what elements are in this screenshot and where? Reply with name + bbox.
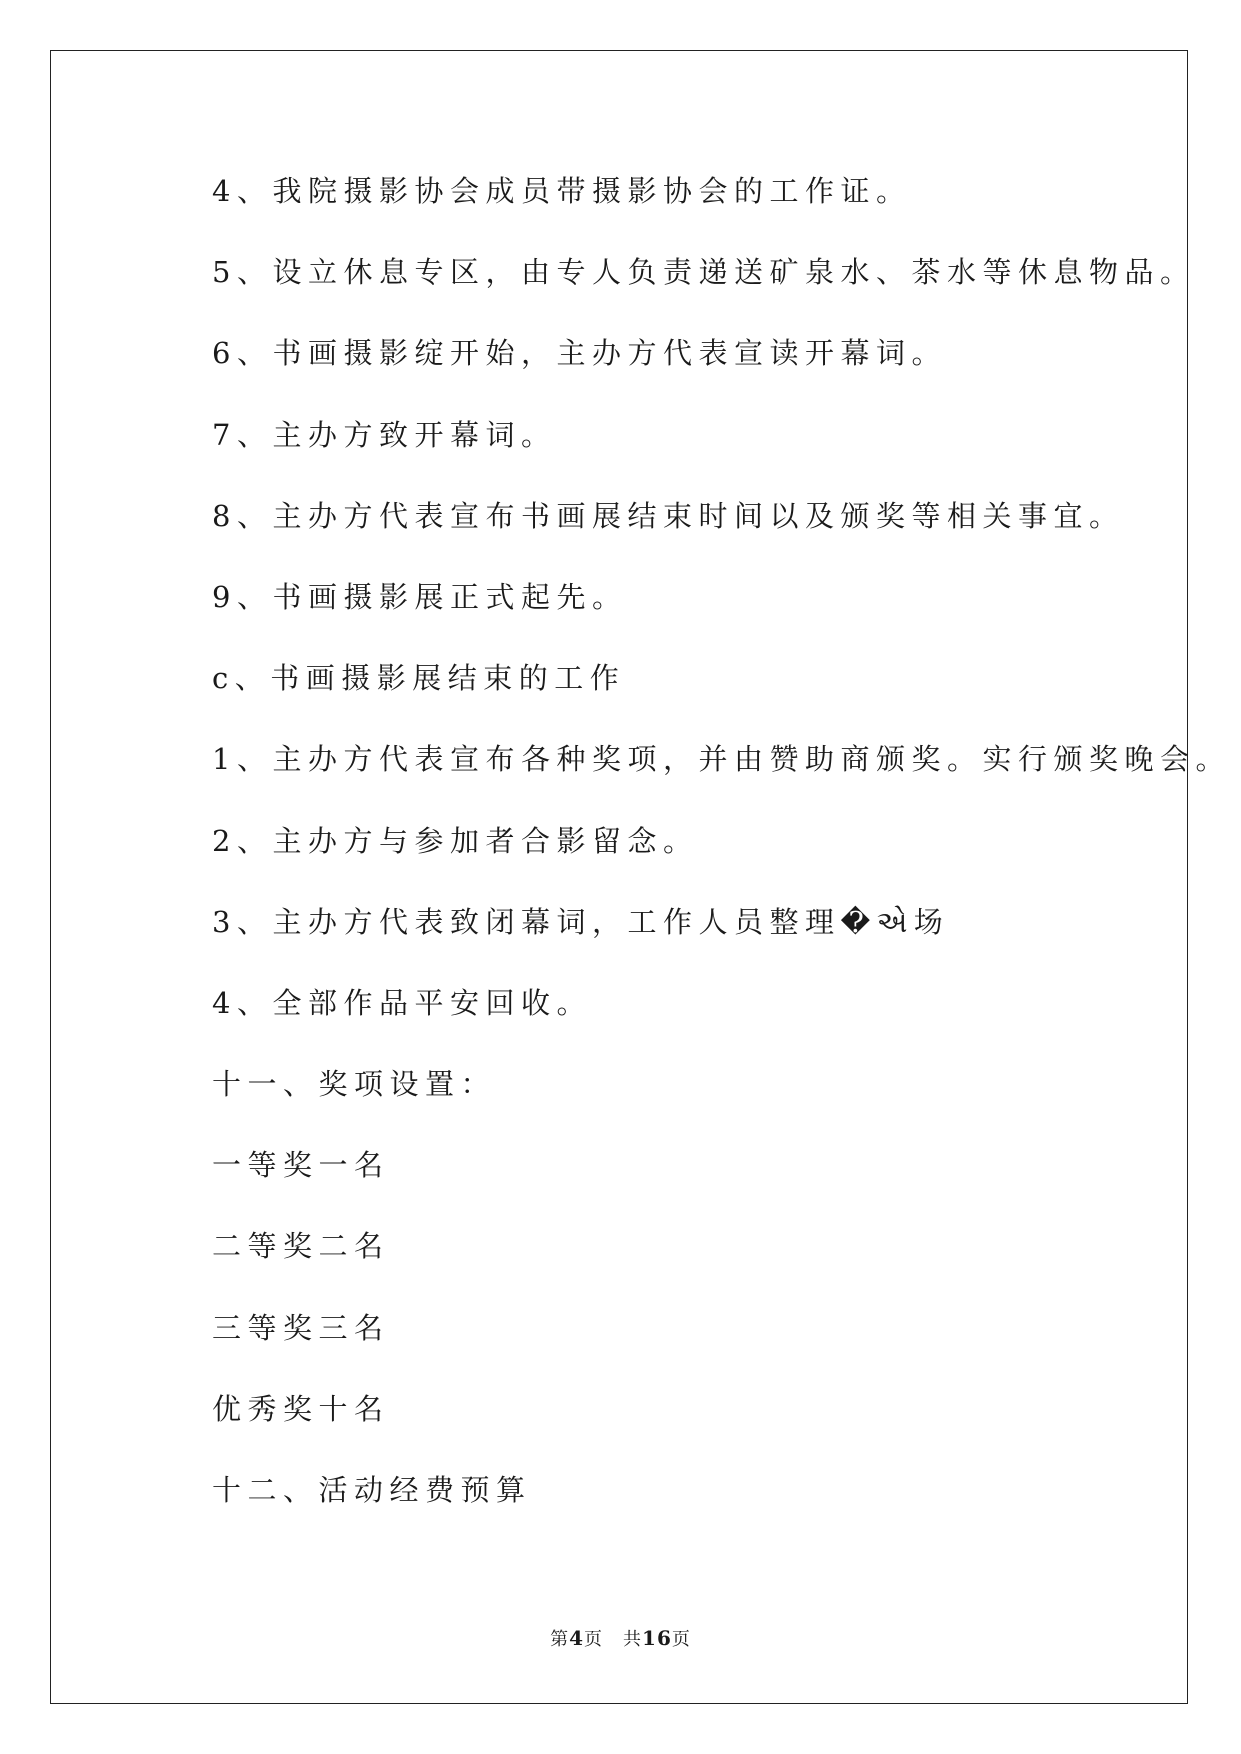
current-page-number: 4 xyxy=(569,1626,585,1650)
footer-total-suffix: 页 xyxy=(671,1629,691,1650)
body-line: 优秀奖十名 xyxy=(212,1391,390,1426)
body-line: 7、主办方致开幕词。 xyxy=(212,417,557,452)
section-heading-budget: 十二、活动经费预算 xyxy=(212,1473,532,1507)
body-line: 4、我院摄影协会成员带摄影协会的工作证。 xyxy=(212,174,912,208)
body-line: 6、书画摄影绽开始，主办方代表宣读开幕词。 xyxy=(212,336,947,371)
body-line: 二等奖二名 xyxy=(212,1229,390,1264)
footer-total-prefix: 共 xyxy=(623,1629,643,1650)
body-line: 4、全部作品平安回收。 xyxy=(212,985,592,1020)
body-line: 一等奖一名 xyxy=(212,1148,390,1183)
body-line: c、书画摄影展结束的工作 xyxy=(212,661,626,696)
body-line: 1、主办方代表宣布各种奖项，并由赞助商颁奖。实行颁奖晚会。 xyxy=(212,742,1231,777)
section-heading-awards: 十一、奖项设置： xyxy=(212,1067,497,1102)
body-line: 9、书画摄影展正式起先。 xyxy=(212,579,628,614)
footer-prefix: 第 xyxy=(550,1629,570,1650)
page-footer xyxy=(0,1626,1241,1652)
document-body xyxy=(212,165,1231,1545)
total-page-count: 16 xyxy=(642,1626,672,1650)
body-line: 8、主办方代表宣布书画展结束时间以及颁奖等相关事宜。 xyxy=(212,498,1125,533)
footer-page-suffix: 页 xyxy=(584,1629,604,1650)
body-line: 3、主办方代表致闭幕词，工作人员整理�એ场 xyxy=(212,904,950,939)
body-line: 5、设立休息专区，由专人负责递送矿泉水、茶水等休息物品。 xyxy=(212,255,1196,290)
body-line: 三等奖三名 xyxy=(212,1310,390,1345)
body-line: 2、主办方与参加者合影留念。 xyxy=(212,823,699,858)
